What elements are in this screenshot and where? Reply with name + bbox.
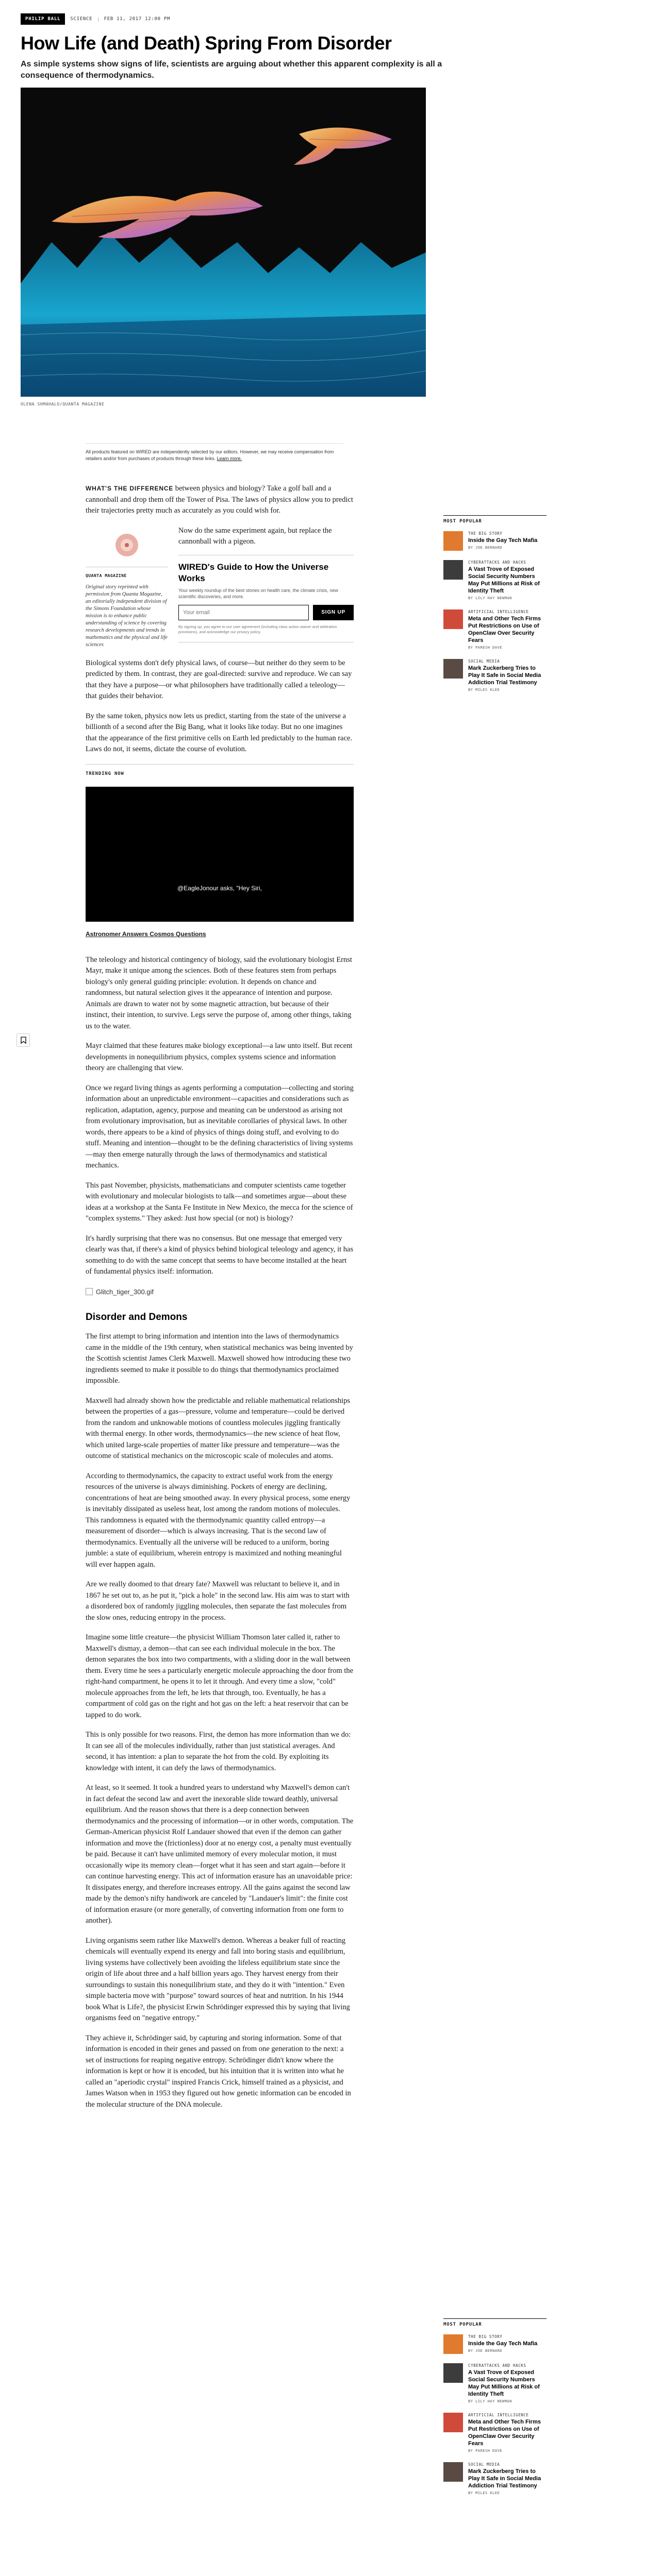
story-byline: BY JOE BERNARD	[468, 2349, 503, 2353]
quanta-logo-icon	[111, 530, 142, 561]
story-title[interactable]: Inside the Gay Tech Mafia	[468, 2341, 538, 2347]
most-popular-heading: MOST POPULAR	[443, 2318, 547, 2327]
story-byline: BY PARESH DAVE	[468, 646, 503, 650]
most-popular-sidebar	[443, 515, 547, 701]
story-title[interactable]: A Vast Trove of Exposed Social Security Numbers May Put Millions at Risk of Identity Theft	[468, 566, 540, 594]
paragraph: This past November, physicists, mathematicians and computer scientists came together with evolutionary and molecular biologists to talk—and sometimes argue—about these ideas at a workshop at the Santa Fe Institute in New Mexico, the mecca for the science of "complex systems." They asked: Just how special (or not) is biology?	[86, 1181, 353, 1223]
story-title[interactable]: Meta and Other Tech Firms Put Restrictions on Use of OpenClaw Over Security Fears	[468, 2419, 541, 2447]
story-body	[468, 609, 547, 650]
most-popular-item[interactable]	[443, 659, 547, 692]
most-popular-item[interactable]	[443, 2334, 547, 2354]
story-thumbnail	[443, 560, 463, 580]
newsletter-description: Your weekly roundup of the best stories on health care, the climate crisis, new scientific discoveries, and more.	[178, 587, 338, 599]
story-byline: BY MILES KLEE	[468, 2491, 500, 2495]
story-category: ARTIFICIAL INTELLIGENCE	[468, 2413, 529, 2417]
story-thumbnail	[443, 659, 463, 679]
newsletter-form	[178, 605, 354, 620]
trending-label: TRENDING NOW	[86, 764, 354, 780]
hero-illustration	[21, 88, 426, 397]
story-body	[468, 531, 547, 551]
inline-right-column	[178, 526, 354, 650]
most-popular-item[interactable]	[443, 560, 547, 600]
section-link[interactable]: SCIENCE	[70, 16, 93, 22]
paragraph: Mayr claimed that these features make biology exceptional—a law unto itself. But recent developments in nonequilibrium physics, complex systems science and information theory are challenging that view.	[86, 1042, 353, 1072]
story-byline: BY MILES KLEE	[468, 688, 500, 692]
most-popular-item[interactable]	[443, 2363, 547, 2403]
story-body	[468, 2413, 547, 2453]
article-headline: How Life (and Death) Spring From Disorder	[21, 32, 392, 54]
story-thumbnail	[443, 2334, 463, 2354]
broken-image-icon	[86, 1288, 93, 1295]
paragraph: By the same token, physics now lets us predict, starting from the state of the universe a billionth of a second after the Big Bang, what it looks like today. But no one imagines that the appearance of the first primitive cells on Earth led predictably to the human race. Laws do not, it seems, dictate the course of evolution.	[86, 711, 352, 753]
story-thumbnail	[443, 2413, 463, 2432]
quanta-logo[interactable]	[101, 529, 153, 562]
most-popular-item[interactable]	[443, 531, 547, 551]
story-body	[468, 659, 547, 692]
paragraph: Once we regard living things as agents performing a computation—collecting and storing information about an unpredictable environment—capacities and considerations such as replication, adaptation, agency, purpose and meaning can be understood as arising not from evolutionary improvisation, but as inevitable corollaries of physical laws. In other words, there appears to be a kind of physics of things doing stuff, and evolving to do stuff. Meaning and intention—thought to be the defining characteristics of living systems—may then emerge naturally through the laws of thermodynamics and statistical mechanics.	[86, 1083, 354, 1170]
story-title[interactable]: Meta and Other Tech Firms Put Restrictions on Use of OpenClaw Over Security Fears	[468, 616, 541, 643]
story-byline: BY PARESH DAVE	[468, 2449, 503, 2453]
most-popular-item[interactable]	[443, 609, 547, 650]
quanta-label: QUANTA MAGAZINE	[86, 567, 168, 582]
article-dek: As simple systems show signs of life, scientists are arguing about whether this apparent complexity is all a consequence of thermodynamics.	[21, 60, 442, 80]
paragraph: According to thermodynamics, the capacity to extract useful work from the energy resources of the universe is always diminishing. Pockets of energy are declining, concentrations of heat are being smoothed away. In every physical process, some energy is inevitably dissipated as useless heat, lost among the random motions of molecules. This randomness is equated with the thermodynamic quantity called entropy—a measurement of disorder—which is always increasing. That is the second law of thermodynamics. Eventually all the universe will be reduced to a uniform, boring jumble: a state of equilibrium, wherein entropy is maximized and nothing meaningful will ever happen again.	[86, 1471, 351, 1569]
learn-more-link[interactable]: Learn more.	[217, 456, 242, 461]
affiliate-text: All products featured on WIRED are independently selected by our editors. However, we may receive compensation from retailers and/or from purchases of products through these links.	[86, 449, 334, 461]
story-body	[468, 2334, 547, 2354]
paragraph: Living organisms seem rather like Maxwell's demon. Whereas a beaker full of reacting chemicals will eventually expend its energy and fall into boring stasis and equilibrium, living systems have collectively been avoiding the lifeless equilibrium state since the origin of life about three and a half billion years ago. They harvest energy from their surroundings to sustain this nonequilibrium state, and they do it with "intention." Even simple bacteria move with "purpose" toward sources of heat and nutrition. In his 1944 book What is Life?, the physicist Erwin Schrödinger expressed this by saying that living organisms feed on "negative entropy."	[86, 1936, 350, 2022]
story-category: THE BIG STORY	[468, 2334, 503, 2339]
paragraph: The first attempt to bring information and intention into the laws of thermodynamics came in the middle of the 19th century, when statistical mechanics was being invented by the Scottish scientist James Clerk Maxwell. Maxwell showed how introducing these two ingredients seemed to make it possible to do things that thermodynamics proclaimed impossible.	[86, 1332, 353, 1385]
quanta-note: Original story reprinted with permission from Quanta Magazine, an editorially independent division of the Simons Foundation whose mission is to enhance public understanding of science by covering research developments and trends in mathematics and the physical and life sciences	[86, 584, 168, 648]
paragraph: Biological systems don't defy physical laws, of course—but neither do they seem to be predicted by them. In contrast, they are goal-directed: survive and reproduce. We can say that they have a purpose—or what philosophers have traditionally called a teleology—that guides their behavior.	[86, 658, 352, 700]
story-title[interactable]: Mark Zuckerberg Tries to Play It Safe in Social Media Addiction Trial Testimony	[468, 2468, 541, 2489]
video-player[interactable]	[86, 787, 354, 922]
story-thumbnail	[443, 2363, 463, 2383]
affiliate-disclosure	[86, 443, 343, 462]
story-category: THE BIG STORY	[468, 531, 503, 536]
newsletter-title: WIRED's Guide to How the Universe Works	[178, 562, 329, 583]
inline-module-row	[86, 526, 354, 650]
hero-artwork	[21, 88, 426, 397]
video-title-link[interactable]: Astronomer Answers Cosmos Questions	[86, 930, 206, 938]
paragraph: Are we really doomed to that dreary fate? Maxwell was reluctant to believe it, and in 1867 he set out to, as he put it, "pick a hole" in the second law. His aim was to start with a disordered box of randomly jiggling molecules, then separate the fast molecules from the slow ones, reducing entropy in the process.	[86, 1580, 350, 1622]
newsletter-fineprint: By signing up, you agree to our user agreement (including class action waiver and arbitration provisions), and acknowledge our privacy policy.	[178, 624, 337, 634]
paragraph: Now do the same experiment again, but replace the cannonball with a pigeon.	[178, 526, 332, 546]
story-thumbnail	[443, 609, 463, 629]
broken-image-alt: Glitch_tiger_300.gif	[96, 1287, 154, 1296]
paragraph: At least, so it seemed. It took a hundred years to understand why Maxwell's demon can't in fact defeat the second law and avert the inexorable slide toward deathly, universal equilibrium. And the reason shows that there is a deep connection between thermodynamics and the processing of information—or in other words, computation. The German-American physicist Rolf Landauer showed that even if the demon can gather information and move the (frictionless) door at no energy cost, a penalty must eventually be paid. Because it can't have unlimited memory of every molecular motion, it must occasionally wipe its memory clean—forget what it has seen and start again—before it can continue harvesting energy. This act of information erasure has an unavoidable price: It dissipates energy, and therefore increases entropy. All the gains against the second law made by the demon's nifty handiwork are canceled by "Landauer's limit": the finite cost of information erasure (or more generally, of converting information from one form to another).	[86, 1784, 354, 1925]
story-body	[468, 560, 547, 600]
newsletter-signup	[178, 555, 354, 642]
paragraph-text: between physics and biology? Take a golf ball and a cannonball and drop them off the Tower of Pisa. The laws of physics allow you to predict their trajectories pretty much as accurately as you could wish for.	[86, 484, 353, 515]
paragraph: Imagine some little creature—the physicist William Thomson later called it, rather to Maxwell's dismay, a demon—that can see each individual molecule in the box. The demon separates the box into two compartments, with a sliding door in the wall between them. Every time he sees a particularly energetic molecule approaching the door from the right-hand compartment, he opens it to let it through. And every time a slow, "cold" molecule approaches from the left, he lets that through, too. Eventually, he has a compartment of cold gas on the right and hot gas on the left: a heat reservoir that can be tapped to do work.	[86, 1633, 354, 1719]
story-category: CYBERATTACKS AND HACKS	[468, 560, 526, 565]
most-popular-item[interactable]	[443, 2413, 547, 2453]
article-meta	[21, 12, 170, 26]
video-caption: @EagleJonour asks, "Hey Siri,	[177, 884, 262, 892]
most-popular-sidebar-repeat	[443, 2318, 547, 2504]
lead-in: WHAT'S THE DIFFERENCE	[86, 485, 174, 492]
most-popular-item[interactable]	[443, 2462, 547, 2495]
section-heading: Disorder and Demons	[86, 1312, 188, 1323]
story-title[interactable]: Mark Zuckerberg Tries to Play It Safe in Social Media Addiction Trial Testimony	[468, 665, 541, 686]
sign-up-button[interactable]: SIGN UP	[313, 605, 354, 620]
story-body	[468, 2363, 547, 2403]
quanta-credit-box	[86, 526, 168, 650]
publish-date: FEB 11, 2017 12:00 PM	[104, 16, 171, 22]
paragraph: They achieve it, Schrödinger said, by capturing and storing information. Some of that information is encoded in their genes and passed on from one generation to the next: a set of instructions for reaping negative entropy. Schrödinger didn't know where the information is kept or how it is encoded, but his intuition that it is written into what he called an "aperiodic crystal" inspired Francis Crick, himself trained as a physicist, and James Watson when in 1953 they figured out how genetic information can be encoded in the molecular structure of the DNA molecule.	[86, 2033, 351, 2109]
paragraph: This is only possible for two reasons. First, the demon has more information than we do: It can see all of the molecules individually, rather than just statistical averages. And second, it has intention: a plan to separate the hot from the cold. By exploiting its knowledge with intent, it can defy the laws of thermodynamics.	[86, 1731, 351, 1772]
photo-credit: OLENA SHMAHALO/QUANTA MAGAZINE	[21, 402, 105, 406]
most-popular-heading: MOST POPULAR	[443, 515, 547, 524]
save-story-button[interactable]	[16, 1033, 30, 1047]
story-byline: BY LILY HAY NEWMAN	[468, 2399, 512, 2403]
story-thumbnail	[443, 531, 463, 551]
story-byline: BY LILY HAY NEWMAN	[468, 596, 512, 600]
story-title[interactable]: Inside the Gay Tech Mafia	[468, 537, 538, 544]
paragraph: It's hardly surprising that there was no consensus. But one message that emerged very clearly was that, if there's a kind of physics behind biological teleology and agency, it has something to do with the same concept that seems to have become installed at the heart of fundamental physics itself: information.	[86, 1234, 354, 1276]
paragraph	[86, 483, 354, 517]
story-category: CYBERATTACKS AND HACKS	[468, 2363, 526, 2368]
story-category: SOCIAL MEDIA	[468, 2462, 500, 2467]
meta-separator: |	[97, 16, 99, 22]
article-body	[86, 483, 354, 2119]
story-title[interactable]: A Vast Trove of Exposed Social Security Numbers May Put Millions at Risk of Identity Theft	[468, 2369, 540, 2397]
paragraph: The teleology and historical contingency of biology, said the evolutionary biologist Ernst Mayr, make it unique among the sciences. Both of these features stem from perhaps biology's only general guiding principle: evolution. It depends on chance and randomness, but natural selection gives it the appearance of intention and purpose. Animals are drawn to water not by some magnetic attraction, but because of their instinct, their intention, to survive. Legs serve the purpose of, among other things, taking us to the water.	[86, 955, 352, 1030]
story-byline: BY JOE BERNARD	[468, 546, 503, 550]
story-category: ARTIFICIAL INTELLIGENCE	[468, 609, 529, 614]
story-category: SOCIAL MEDIA	[468, 659, 500, 664]
email-input[interactable]	[178, 605, 309, 620]
story-body	[468, 2462, 547, 2495]
paragraph: Maxwell had already shown how the predictable and reliable mathematical relationships between the properties of a gas—pressure, volume and temperature—could be derived from the random and unknowable motions of countless molecules jiggling frantically with thermal energy. In other words, thermodynamics—the new science of heat flow, which united large-scale properties of matter like pressure and temperature—was the outcome of statistical mechanics on the microscopic scale of molecules and atoms.	[86, 1396, 350, 1460]
broken-image	[86, 1286, 354, 1298]
bookmark-icon	[21, 1037, 26, 1044]
story-thumbnail	[443, 2462, 463, 2482]
author-badge[interactable]: PHILIP BALL	[21, 13, 65, 25]
